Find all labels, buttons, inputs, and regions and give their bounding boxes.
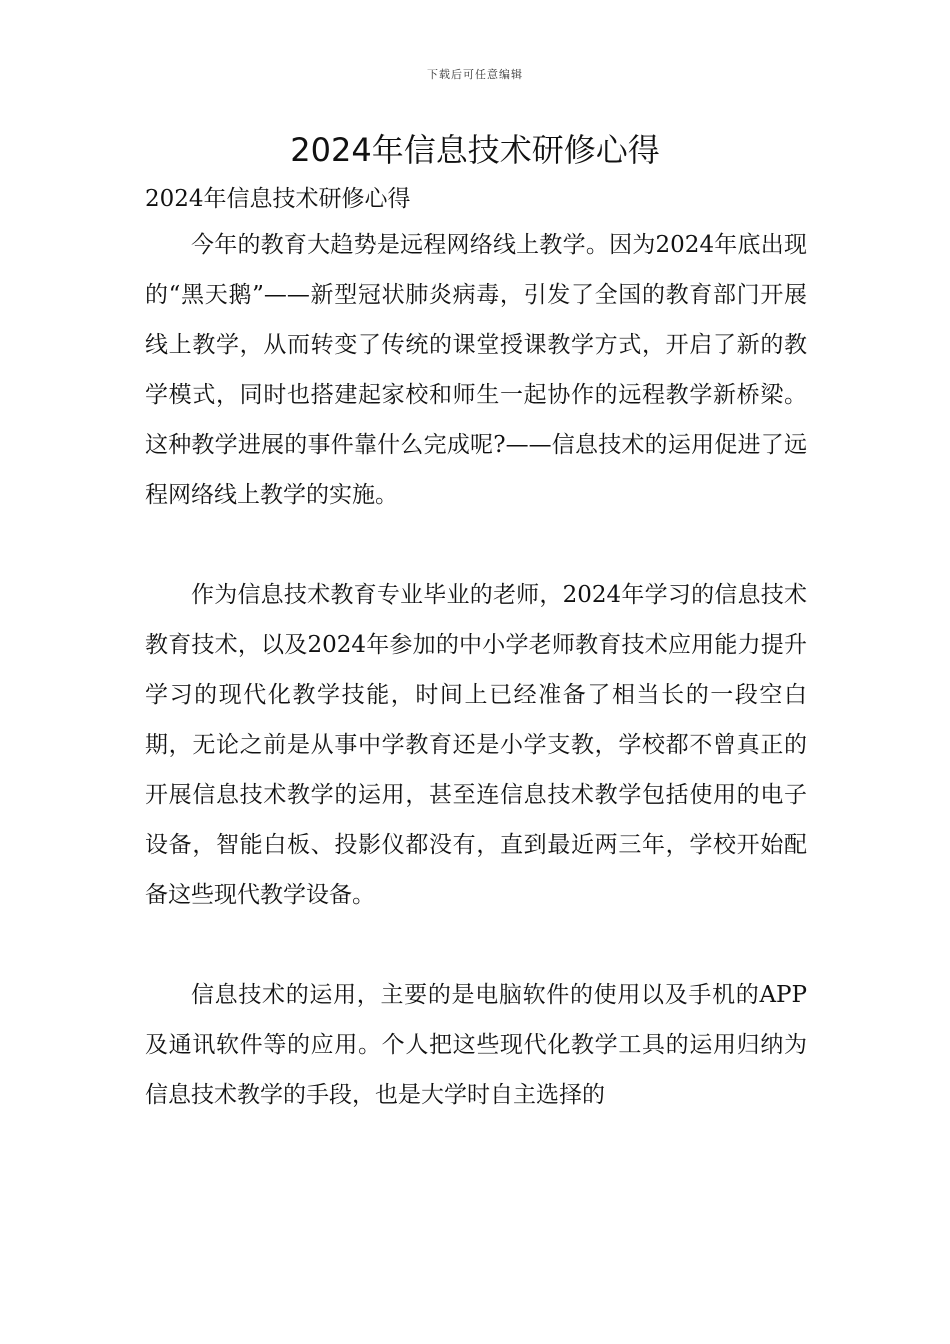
document-body — [145, 178, 807, 1120]
paragraph-1: 今年的教育大趋势是远程网络线上教学。因为2024年底出现的“黑天鹅”——新型冠状肺炎病毒，引发了全国的教育部门开展线上教学，从而转变了传统的课堂授课教学方式，开启了新的教学模式，同时也搭建起家校和师生一起协作的远程教学新桥梁。这种教学进展的事件靠什么完成呢?——信息技术的运用促进了远程网络线上教学的实施。 — [145, 232, 807, 508]
paragraph-3: 信息技术的运用，主要的是电脑软件的使用以及手机的APP及通讯软件等的应用。个人把这些现代化教学工具的运用归纳为信息技术教学的手段，也是大学时自主选择的 — [145, 982, 807, 1108]
document-subtitle: 2024年信息技术研修心得 — [145, 186, 411, 212]
document-title: 2024年信息技术研修心得 — [290, 131, 660, 169]
page-header-note: 下载后可任意编辑 — [427, 68, 523, 81]
paragraph-2: 作为信息技术教育专业毕业的老师，2024年学习的信息技术教育技术，以及2024年参加的中小学老师教育技术应用能力提升学习的现代化教学技能，时间上已经准备了相当长的一段空白期，无论之前是从事中学教育还是小学支教，学校都不曾真正的开展信息技术教学的运用，甚至连信息技术教学包括使用的电子设备，智能白板、投影仪都没有，直到最近两三年，学校开始配备这些现代教学设备。 — [145, 582, 807, 908]
